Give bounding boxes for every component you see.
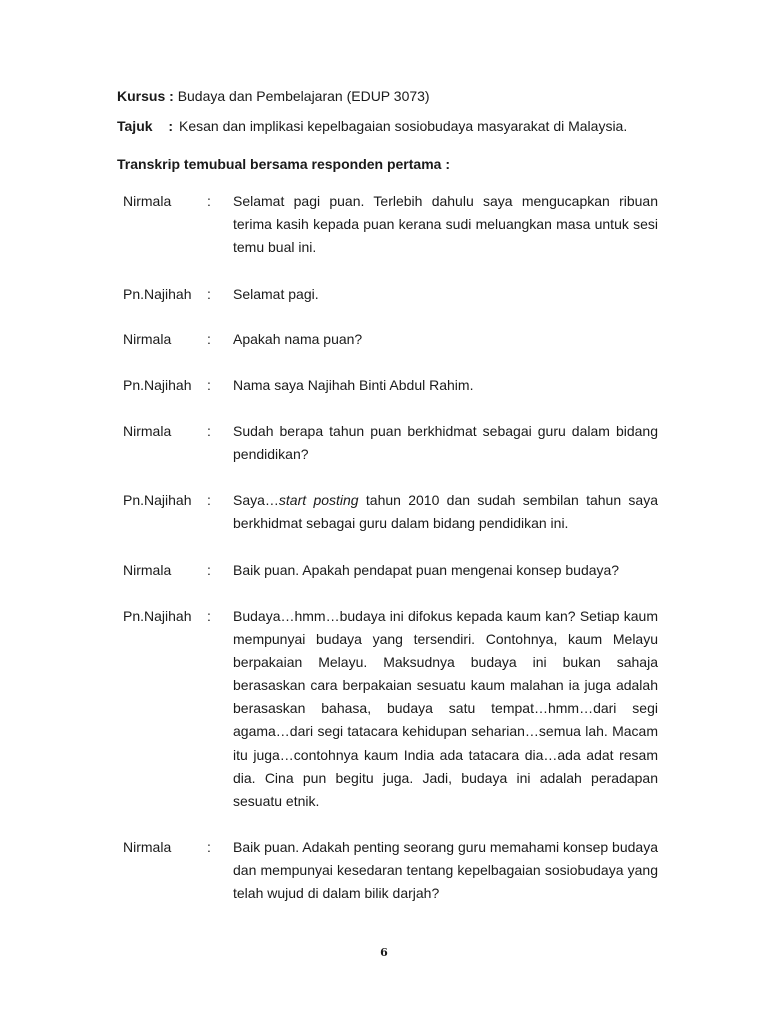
utterance-text: Selamat pagi puan. Terlebih dahulu saya mengucapkan ribuan terima kasih kepada puan kerana sudi meluangkan masa untuk sesi temu bual ini. (233, 193, 658, 256)
speaker-separator: : (207, 608, 211, 624)
title-line (117, 116, 627, 136)
utterance-text: Nama saya Najihah Binti Abdul Rahim. (233, 377, 474, 393)
course-value: Budaya dan Pembelajaran (EDUP 3073) (177, 88, 430, 104)
speaker-name: Nirmala (123, 562, 172, 578)
title-colon: : (168, 118, 174, 134)
speaker-name: Nirmala (123, 839, 172, 855)
speaker-separator: : (207, 562, 211, 578)
title-label: Tajuk (117, 118, 153, 134)
speaker-separator: : (207, 193, 211, 209)
utterance-text: Budaya…hmm…budaya ini difokus kepada kaum kan? Setiap kaum mempunyai budaya yang tersendiri. Contohnya, kaum Melayu berpakaian Melayu. Maksudnya budaya ini bukan sahaja berasaskan cara berpakaian sesuatu kaum malahan ia juga adalah berasaskan bahasa, budaya satu tempat…hmm…dari segi agama…dari segi tatacara kehidupan seharian…semua lah. Macam itu juga…contohnya kaum India ada tatacara dia…ada adat resam dia. Cina pun begitu juga. Jadi, budaya ini adalah peradapan sesuatu etnik. (233, 608, 658, 809)
speaker-separator: : (207, 839, 211, 855)
utterance-text: Apakah nama puan? (233, 331, 363, 347)
utterance-text (233, 489, 658, 535)
speaker-name: Pn.Najihah (123, 377, 192, 393)
utterance-text-pre: Saya… (233, 492, 279, 508)
speaker-name: Pn.Najihah (123, 492, 192, 508)
speaker-separator: : (207, 377, 211, 393)
title-value: Kesan dan implikasi kepelbagaian sosiobudaya masyarakat di Malaysia. (178, 118, 628, 134)
speaker-name: Nirmala (123, 331, 172, 347)
course-label: Kursus : (117, 88, 174, 104)
utterance-text: Baik puan. Adakah penting seorang guru memahami konsep budaya dan mempunyai kesedaran tentang kepelbagaian sosiobudaya yang telah wujud di dalam bilik darjah? (233, 839, 658, 902)
speaker-name: Pn.Najihah (123, 608, 192, 624)
utterance-text-post: tahun 2010 dan sudah sembilan tahun saya berkhidmat sebagai guru dalam bidang pendidikan ini. (233, 492, 658, 532)
speaker-separator: : (207, 423, 211, 439)
speaker-separator: : (207, 492, 211, 508)
section-title: Transkrip temubual bersama responden pertama : (117, 156, 450, 172)
utterance-text-emphasis: start posting (278, 492, 359, 508)
utterance-text: Sudah berapa tahun puan berkhidmat sebagai guru dalam bidang pendidikan? (233, 423, 658, 463)
speaker-name: Pn.Najihah (123, 286, 192, 302)
utterance-text: Baik puan. Apakah pendapat puan mengenai konsep budaya? (233, 562, 620, 578)
utterance-text: Selamat pagi. (233, 286, 319, 302)
speaker-name: Nirmala (123, 193, 172, 209)
speaker-name: Nirmala (123, 423, 172, 439)
speaker-separator: : (207, 331, 211, 347)
course-line (117, 86, 430, 106)
page-number: 6 (380, 946, 388, 959)
speaker-separator: : (207, 286, 211, 302)
